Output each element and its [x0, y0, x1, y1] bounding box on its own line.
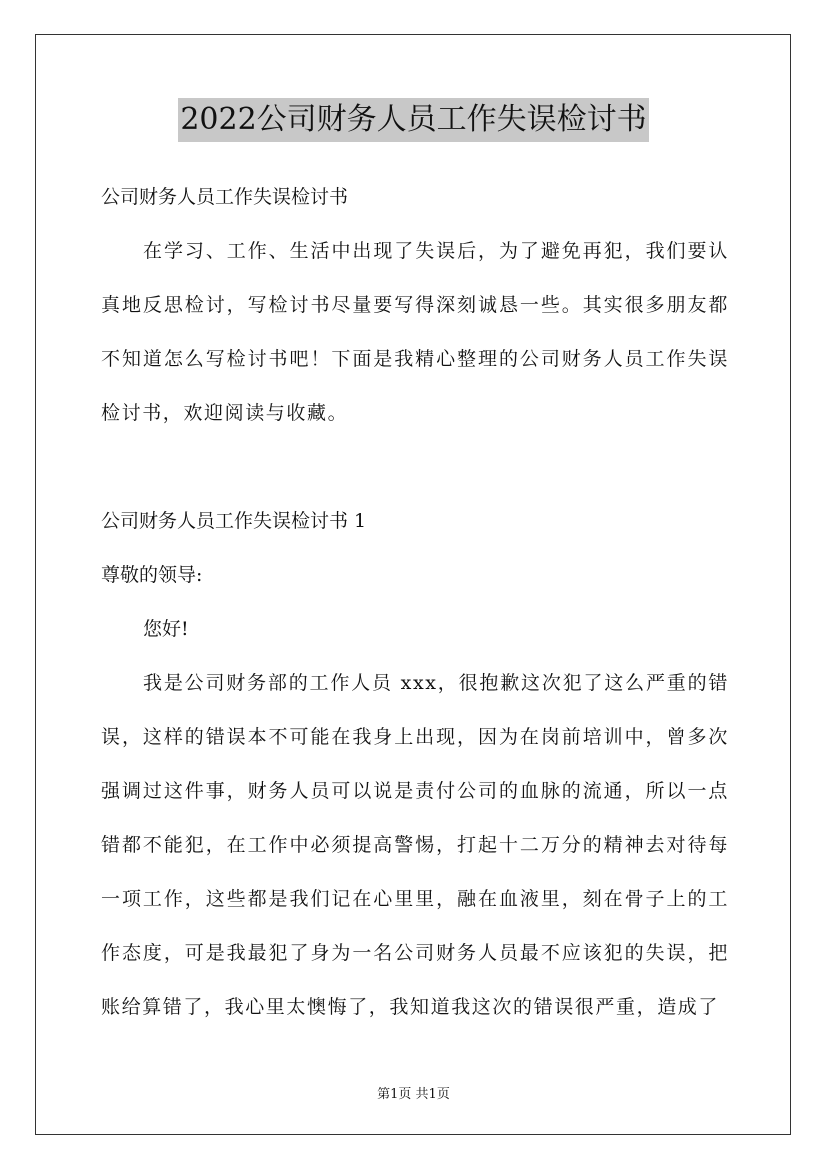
body-paragraph: 我是公司财务部的工作人员 xxx，很抱歉这次犯了这么严重的错误，这样的错误本不可能在我身上出现，因为在岗前培训中，曾多次强调过这件事，财务人员可以说是责付公司的血脉的流通，所以一点错都不能犯，在工作中必须提高警惕，打起十二万分的精神去对待每一项工作，这些都是我们记在心里里，融在血液里，刻在骨子上的工作态度，可是我最犯了身为一名公司财务人员最不应该犯的失误，把账给算错了，我心里太懊悔了，我知道我这次的错误很严重，造成了	[101, 672, 729, 1018]
salutation: 尊敬的领导:	[101, 564, 203, 586]
title-container	[0, 98, 827, 142]
page-footer: 第1页 共1页	[377, 1087, 450, 1102]
document-body	[101, 170, 729, 1034]
spacer	[101, 440, 729, 494]
document-title: 2022公司财务人员工作失误检讨书	[178, 98, 648, 142]
subtitle: 公司财务人员工作失误检讨书	[101, 186, 349, 208]
intro-paragraph: 在学习、工作、生活中出现了失误后，为了避免再犯，我们要认真地反思检讨，写检讨书尽量要写得深刻诚恳一些。其实很多朋友都不知道怎么写检讨书吧！下面是我精心整理的公司财务人员工作失误检讨书，欢迎阅读与收藏。	[101, 240, 729, 424]
section-heading: 公司财务人员工作失误检讨书 1	[101, 510, 367, 532]
greeting: 您好!	[143, 618, 189, 640]
